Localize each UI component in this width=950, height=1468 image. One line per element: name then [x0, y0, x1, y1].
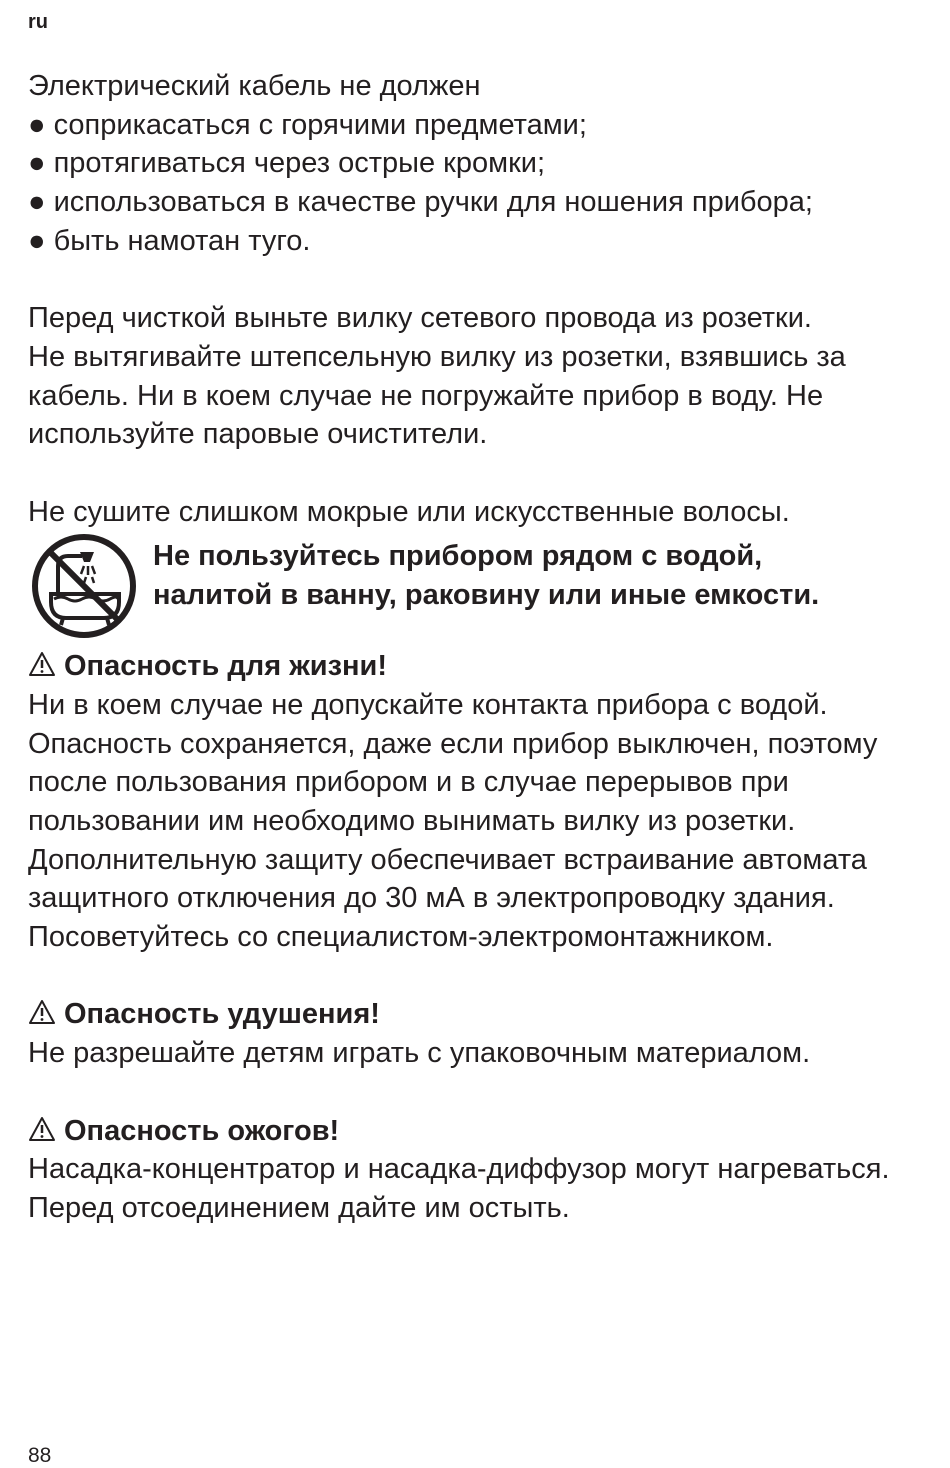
danger-life-paragraph: Ни в коем случае не допускайте контакта прибора с водой. Опасность сохраняется, даже если прибор выключен, поэтому после пользования прибором и в случае перерывов при пользовании им необходимо вынимать вилку из розетки. Дополнительную защиту обеспечивает встраивание автомата защитного отключения до 30 мА в электропроводку здания. Посоветуйтесь со специалистом-электромонтажником. [28, 688, 878, 954]
water-warning [28, 531, 950, 647]
water-warning-text: Не пользуйтесь прибором рядом с водой, налитой в ванну, раковину или иные емкости. [153, 540, 820, 611]
language-code: ru [28, 11, 48, 33]
danger-suffocation-heading: Опасность удушения! [28, 995, 950, 1034]
danger-burns-heading: Опасность ожогов! [28, 1112, 950, 1151]
document-body [28, 67, 950, 1228]
danger-suffocation-text: Не разрешайте детям играть с упаковочным материалом. [28, 1037, 811, 1070]
danger-burns-paragraph: Насадка-концентратор и насадка-диффузор могут нагреваться. Перед отсоединением дайте им остыть. [28, 1153, 890, 1224]
bullet-icon: ● [28, 147, 46, 180]
bullet-icon: ● [28, 224, 46, 257]
list-item: ● быть намотан туго. [28, 224, 311, 257]
no-bath-water-icon [30, 532, 138, 640]
warning-triangle-icon [28, 999, 56, 1025]
bullet-icon: ● [28, 108, 46, 141]
danger-life-heading: Опасность для жизни! [28, 647, 950, 686]
cable-intro: Электрический кабель не должен [28, 70, 481, 102]
cleaning-paragraph: Перед чисткой выньте вилку сетевого провода из розетки. Не вытягивайте штепсельную вилку из розетки, взявшись за кабель. Ни в коем случае не погружайте прибор в воду. Не используйте паровые очистители. [28, 302, 846, 451]
list-item: ● соприкасаться с горячими предметами; [28, 108, 587, 141]
list-item: ● использоваться в качестве ручки для ношения прибора; [28, 186, 813, 219]
hair-warning: Не сушите слишком мокрые или искусственные волосы. [28, 495, 790, 528]
bullet-icon: ● [28, 186, 46, 219]
warning-triangle-icon [28, 651, 56, 677]
warning-triangle-icon [28, 1116, 56, 1142]
list-item: ● протягиваться через острые кромки; [28, 147, 546, 180]
page-number: 88 [28, 1444, 52, 1467]
